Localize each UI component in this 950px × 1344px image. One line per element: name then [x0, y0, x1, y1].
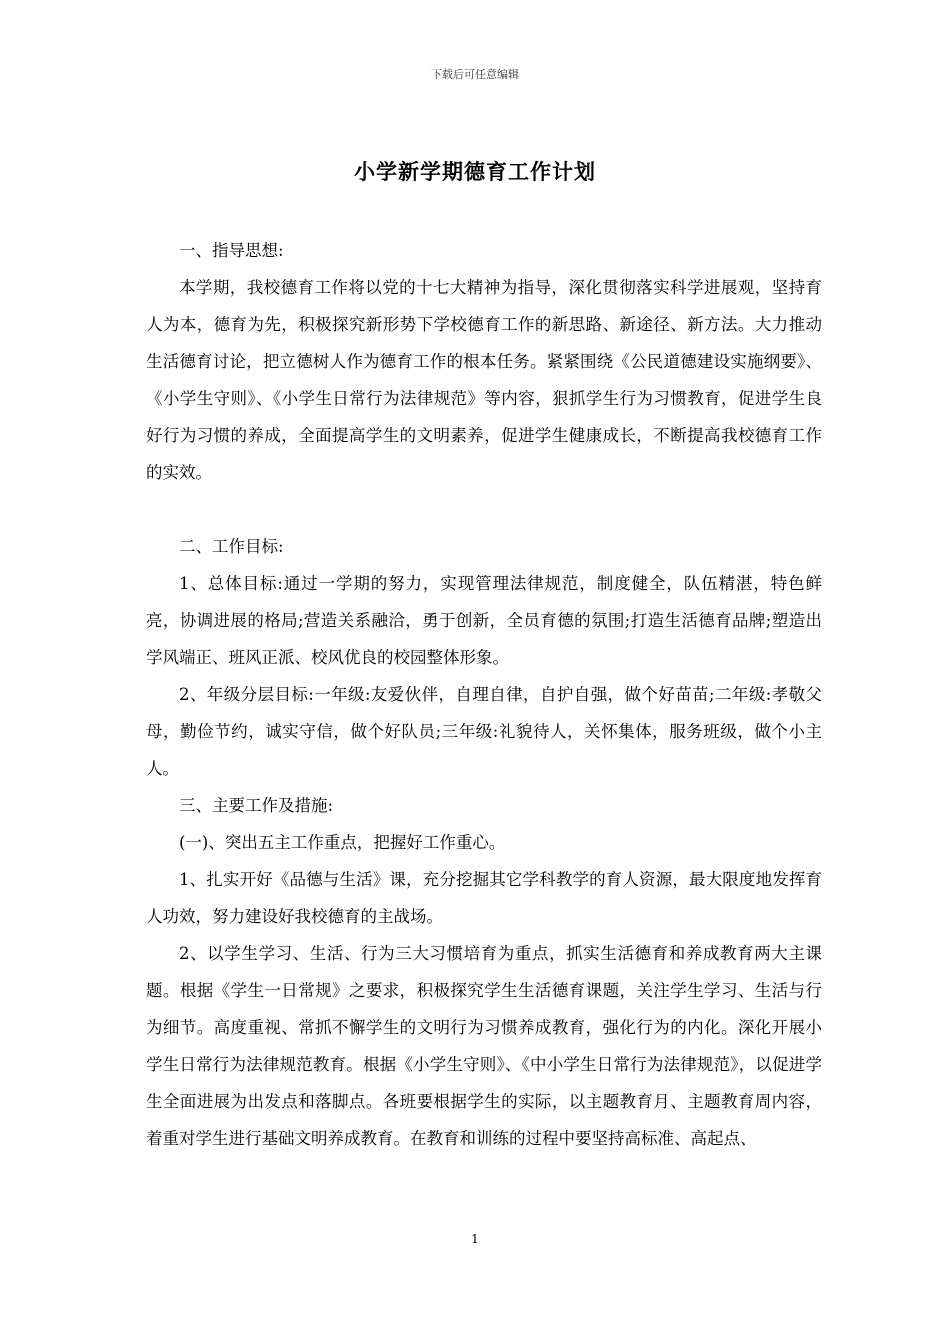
- paragraph-item-2: 2、以学生学习、生活、行为三大习惯培育为重点，抓实生活德育和养成教育两大主课题。根据《学生一日常规》之要求，积极探究学生生活德育课题，关注学生学习、生活与行为细节。高度重视、常抓不懈学生的文明行为习惯养成教育，强化行为的内化。深化开展小学生日常行为法律规范教育。根据《小学生守则》、《中小学生日常行为法律规范》，以促进学生全面进展为出发点和落脚点。各班要根据学生的实际，以主题教育月、主题教育周内容，着重对学生进行基础文明养成教育。在教育和训练的过程中要坚持高标准、高起点、: [146, 944, 822, 1148]
- page-header: 下载后可任意编辑: [431, 68, 519, 81]
- subheading-focus: (一)、突出五主工作重点，把握好工作重心。: [179, 833, 506, 852]
- paragraph-grade-goals: 2、年级分层目标:一年级:友爱伙伴，自理自律，自护自强，做个好苗苗;二年级:孝敬父母，勤俭节约，诚实守信，做个好队员;三年级:礼貌待人，关怀集体，服务班级，做个小主人。: [146, 685, 822, 778]
- page-number: 1: [471, 1232, 479, 1246]
- section-heading-guiding-ideology: 一、指导思想:: [179, 241, 284, 260]
- spacer: [146, 491, 822, 528]
- paragraph-overall-goal: 1、总体目标:通过一学期的努力，实现管理法律规范，制度健全，队伍精湛，特色鲜亮，协调进展的格局;营造关系融洽，勇于创新，全员育德的氛围;打造生活德育品牌;塑造出学风端正、班风正派、校风优良的校园整体形象。: [146, 574, 822, 667]
- document-title: 小学新学期德育工作计划: [354, 159, 596, 184]
- section-heading-main-work: 三、主要工作及措施:: [179, 796, 334, 815]
- paragraph-guiding-ideology: 本学期，我校德育工作将以党的十七大精神为指导，深化贯彻落实科学进展观，坚持育人为本，德育为先，积极探究新形势下学校德育工作的新思路、新途径、新方法。大力推动生活德育讨论，把立德树人作为德育工作的根本任务。紧紧围绕《公民道德建设实施纲要》、《小学生守则》、《小学生日常行为法律规范》等内容，狠抓学生行为习惯教育，促进学生良好行为习惯的养成，全面提高学生的文明素养，促进学生健康成长，不断提高我校德育工作的实效。: [146, 278, 822, 482]
- document-body: [146, 232, 822, 1157]
- section-heading-work-goals: 二、工作目标:: [179, 537, 284, 556]
- paragraph-item-1: 1、扎实开好《品德与生活》课，充分挖掘其它学科教学的育人资源，最大限度地发挥育人功效，努力建设好我校德育的主战场。: [146, 870, 822, 926]
